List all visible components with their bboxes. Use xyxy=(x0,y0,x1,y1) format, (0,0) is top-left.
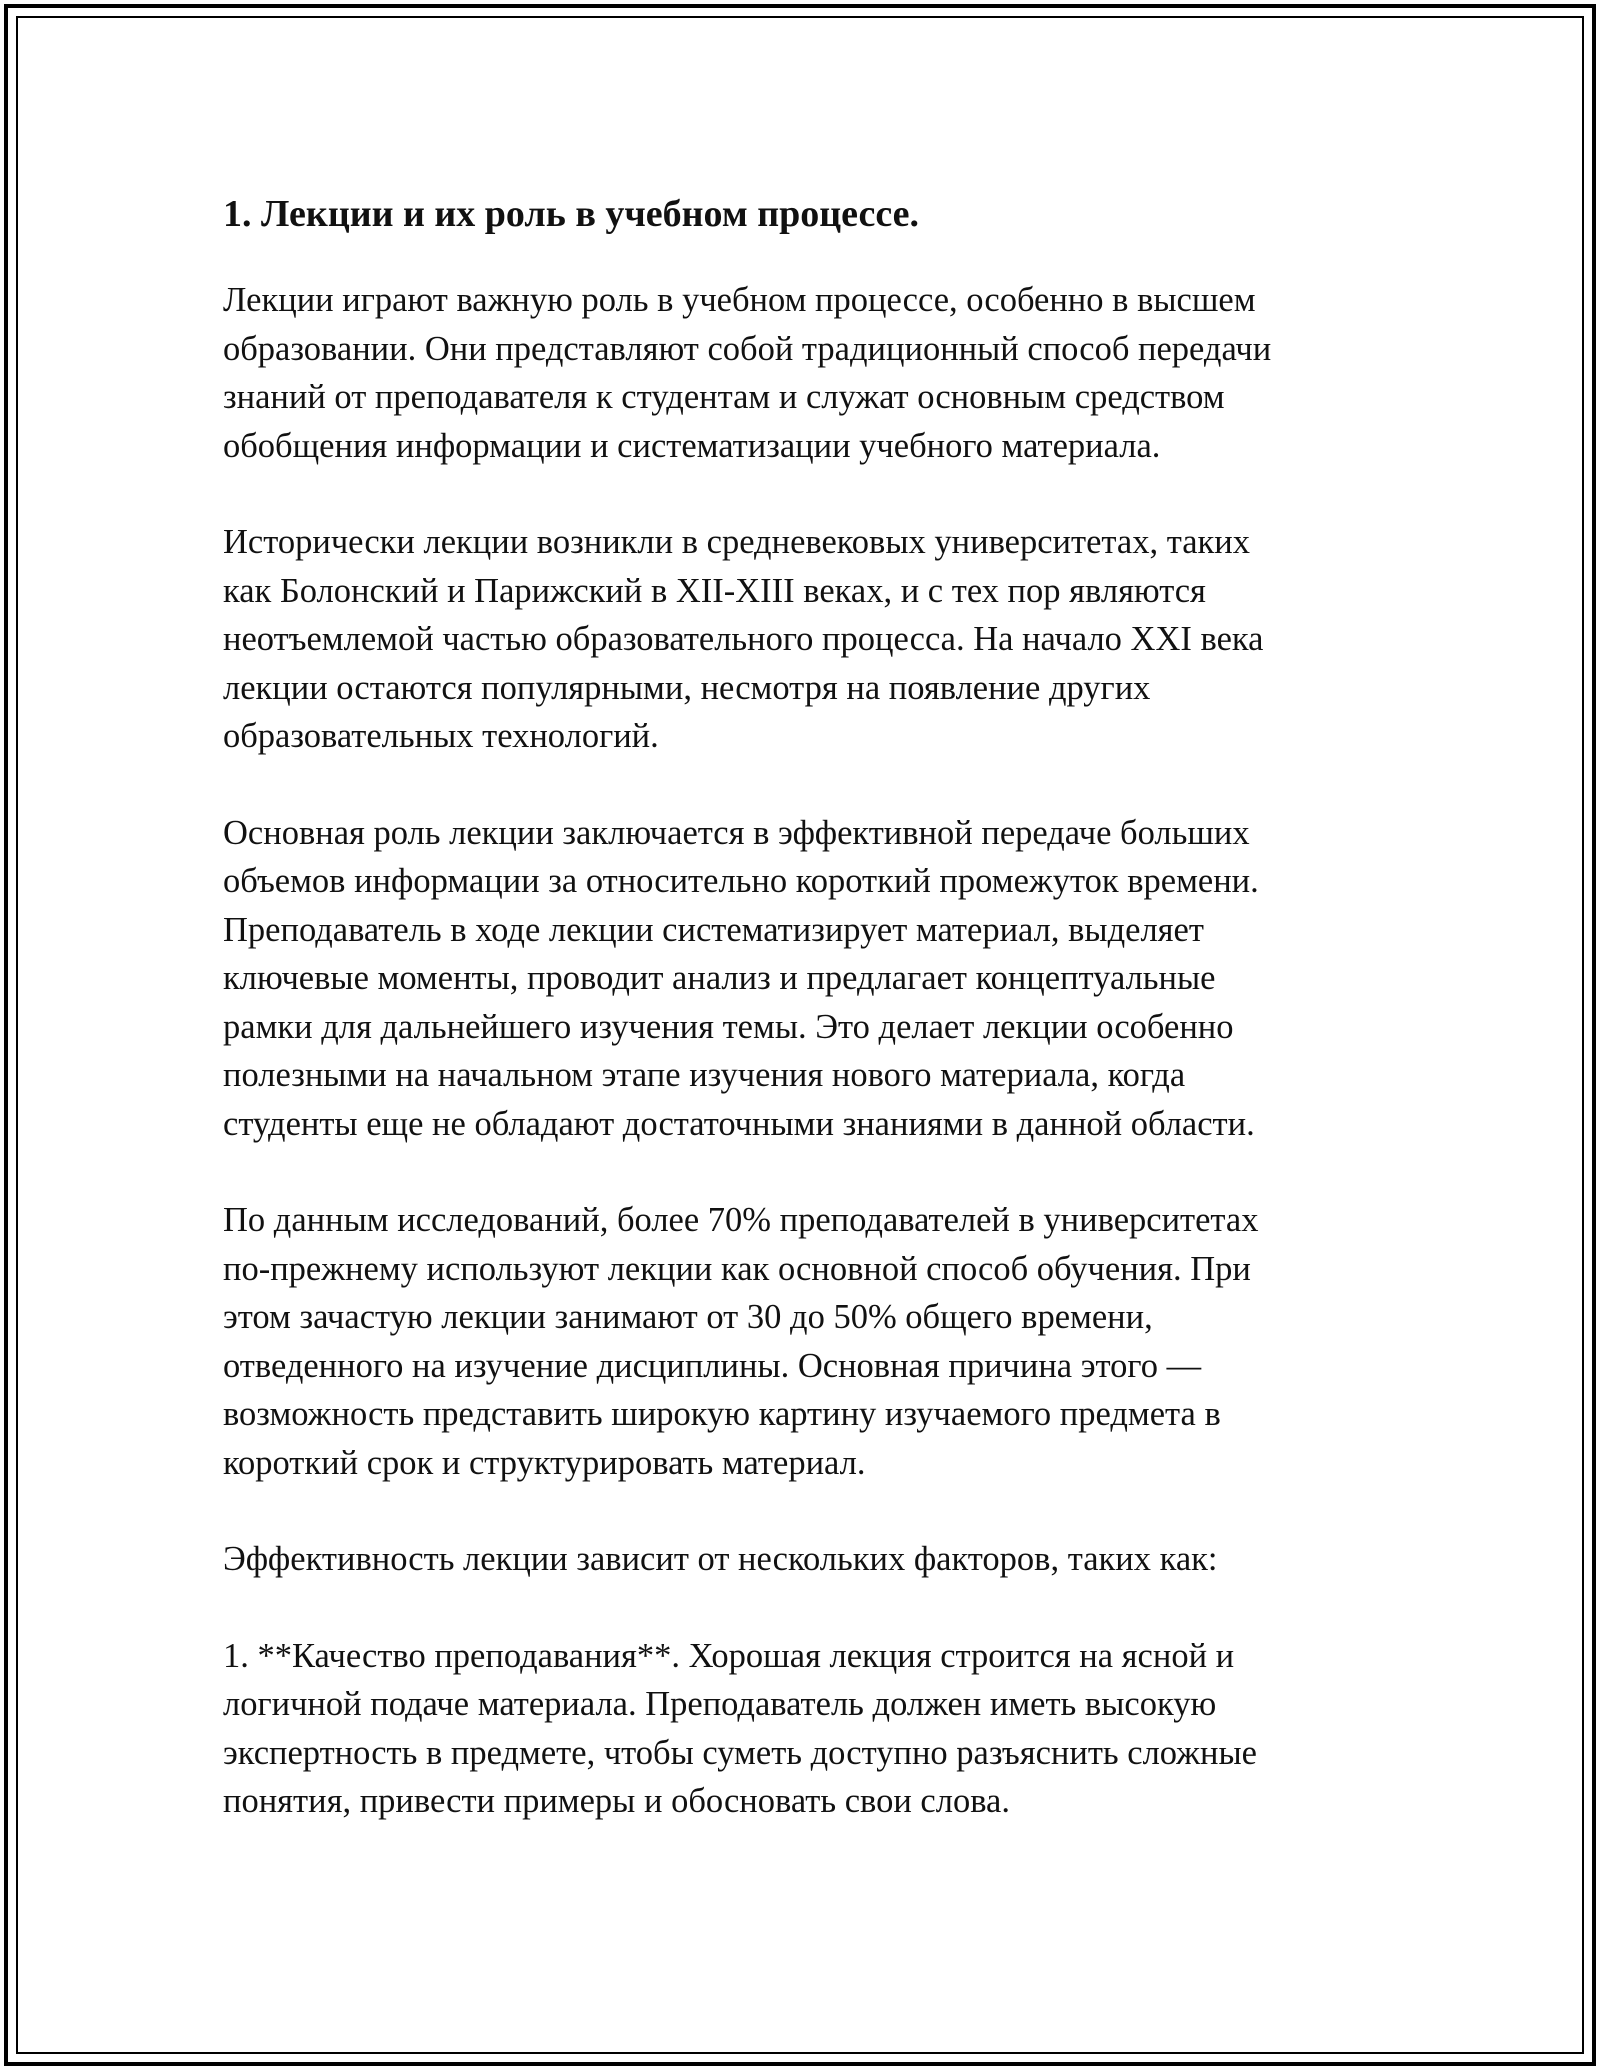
paragraph-statistics: По данным исследований, более 70% преподавателей в университетах по-прежнему используют лекции как основной способ обучения. При этом зачастую лекции занимают от 30 до 50% общего времени, отведенного на изучение дисциплины. Основная причина этого — возможность представить широкую картину изучаемого предмета в короткий срок и структурировать материал. xyxy=(223,1201,1259,1482)
document-body xyxy=(223,186,1413,1874)
paragraph-history: Исторически лекции возникли в средневековых университетах, таких как Болонский и Парижский в XII-XIII веках, и с тех пор являются неотъемлемой частью образовательного процесса. На начало XXI века лекции остаются популярными, несмотря на появление других образовательных технологий. xyxy=(223,523,1264,755)
document-title: 1. Лекции и их роль в учебном процессе. xyxy=(223,193,920,235)
paragraph-efficiency-factors: Эффективность лекции зависит от нескольких факторов, таких как: xyxy=(223,1540,1218,1578)
paragraph-introduction: Лекции играют важную роль в учебном процессе, особенно в высшем образовании. Они представляют собой традиционный способ передачи знаний от преподавателя к студентам и служат основным средством обобщения информации и систематизации учебного материала. xyxy=(223,281,1272,465)
paragraph-main-role: Основная роль лекции заключается в эффективной передаче больших объемов информации за относительно короткий промежуток времени. Преподаватель в ходе лекции систематизирует материал, выделяет ключевые моменты, проводит анализ и предлагает концептуальные рамки для дальнейшего изучения темы. Это делает лекции особенно полезными на начальном этапе изучения нового материала, когда студенты еще не обладают достаточными знаниями в данной области. xyxy=(223,813,1259,1143)
paragraph-teaching-quality: 1. **Качество преподавания**. Хорошая лекция строится на ясной и логичной подаче материала. Преподаватель должен иметь высокую экспертность в предмете, чтобы суметь доступно разъяснить сложные понятия, привести примеры и обосновать свои слова. xyxy=(223,1636,1257,1820)
